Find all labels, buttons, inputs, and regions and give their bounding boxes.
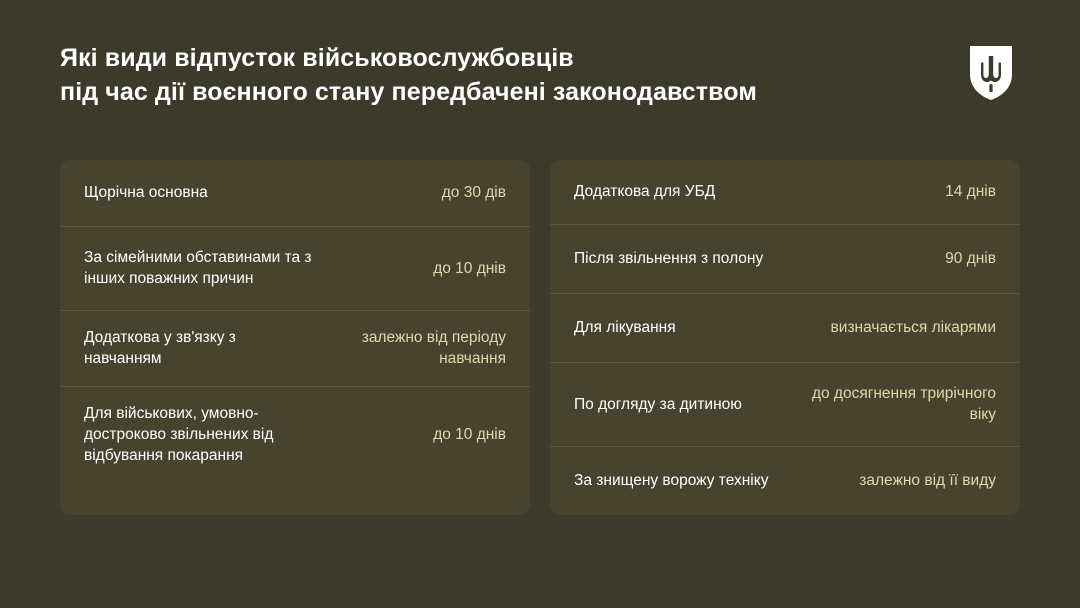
- content-columns: [60, 160, 1020, 515]
- row-value: 14 днів: [945, 183, 996, 201]
- header: [60, 42, 1020, 110]
- page-title-line-1: Які види відпусток військовослужбовців: [60, 44, 574, 72]
- row-value: залежно від періоду навчання: [361, 328, 506, 368]
- row-value: 90 днів: [945, 250, 996, 268]
- row-label: Для військових, умовно-достроково звільнених від відбування покарання: [84, 404, 274, 465]
- table-row: [550, 160, 1020, 225]
- page-title: [60, 42, 757, 110]
- row-label: По догляду за дитиною: [574, 395, 742, 413]
- table-row: [550, 294, 1020, 363]
- right-column-card: [550, 160, 1020, 515]
- row-label: За знищену ворожу техніку: [574, 472, 769, 490]
- row-value: до 10 днів: [433, 259, 506, 277]
- table-row: [60, 387, 530, 483]
- row-label: Для лікування: [574, 319, 676, 337]
- ukraine-trident-emblem-icon: [968, 44, 1014, 102]
- table-row: [60, 160, 530, 227]
- row-label: Щорічна основна: [84, 184, 208, 202]
- left-column-card: [60, 160, 530, 515]
- table-row: [550, 447, 1020, 515]
- row-value: визначається лікарями: [830, 319, 996, 337]
- table-row: [60, 227, 530, 311]
- table-row: [550, 363, 1020, 447]
- row-value: залежно від її виду: [859, 472, 996, 490]
- row-value: до 10 днів: [433, 425, 506, 443]
- row-value: до досягнення трирічного віку: [811, 385, 996, 424]
- row-value: до 30 дів: [441, 184, 506, 202]
- table-row: [550, 225, 1020, 294]
- page-title-line-2: під час дії воєнного стану передбачені законодавством: [60, 77, 757, 106]
- row-label: Додаткова у зв'язку з навчанням: [84, 328, 236, 368]
- row-label: Додаткова для УБД: [574, 183, 716, 201]
- row-label: За сімейними обставинами та з інших поважних причин: [84, 249, 312, 288]
- row-label: Після звільнення з полону: [574, 250, 764, 268]
- table-row: [60, 311, 530, 387]
